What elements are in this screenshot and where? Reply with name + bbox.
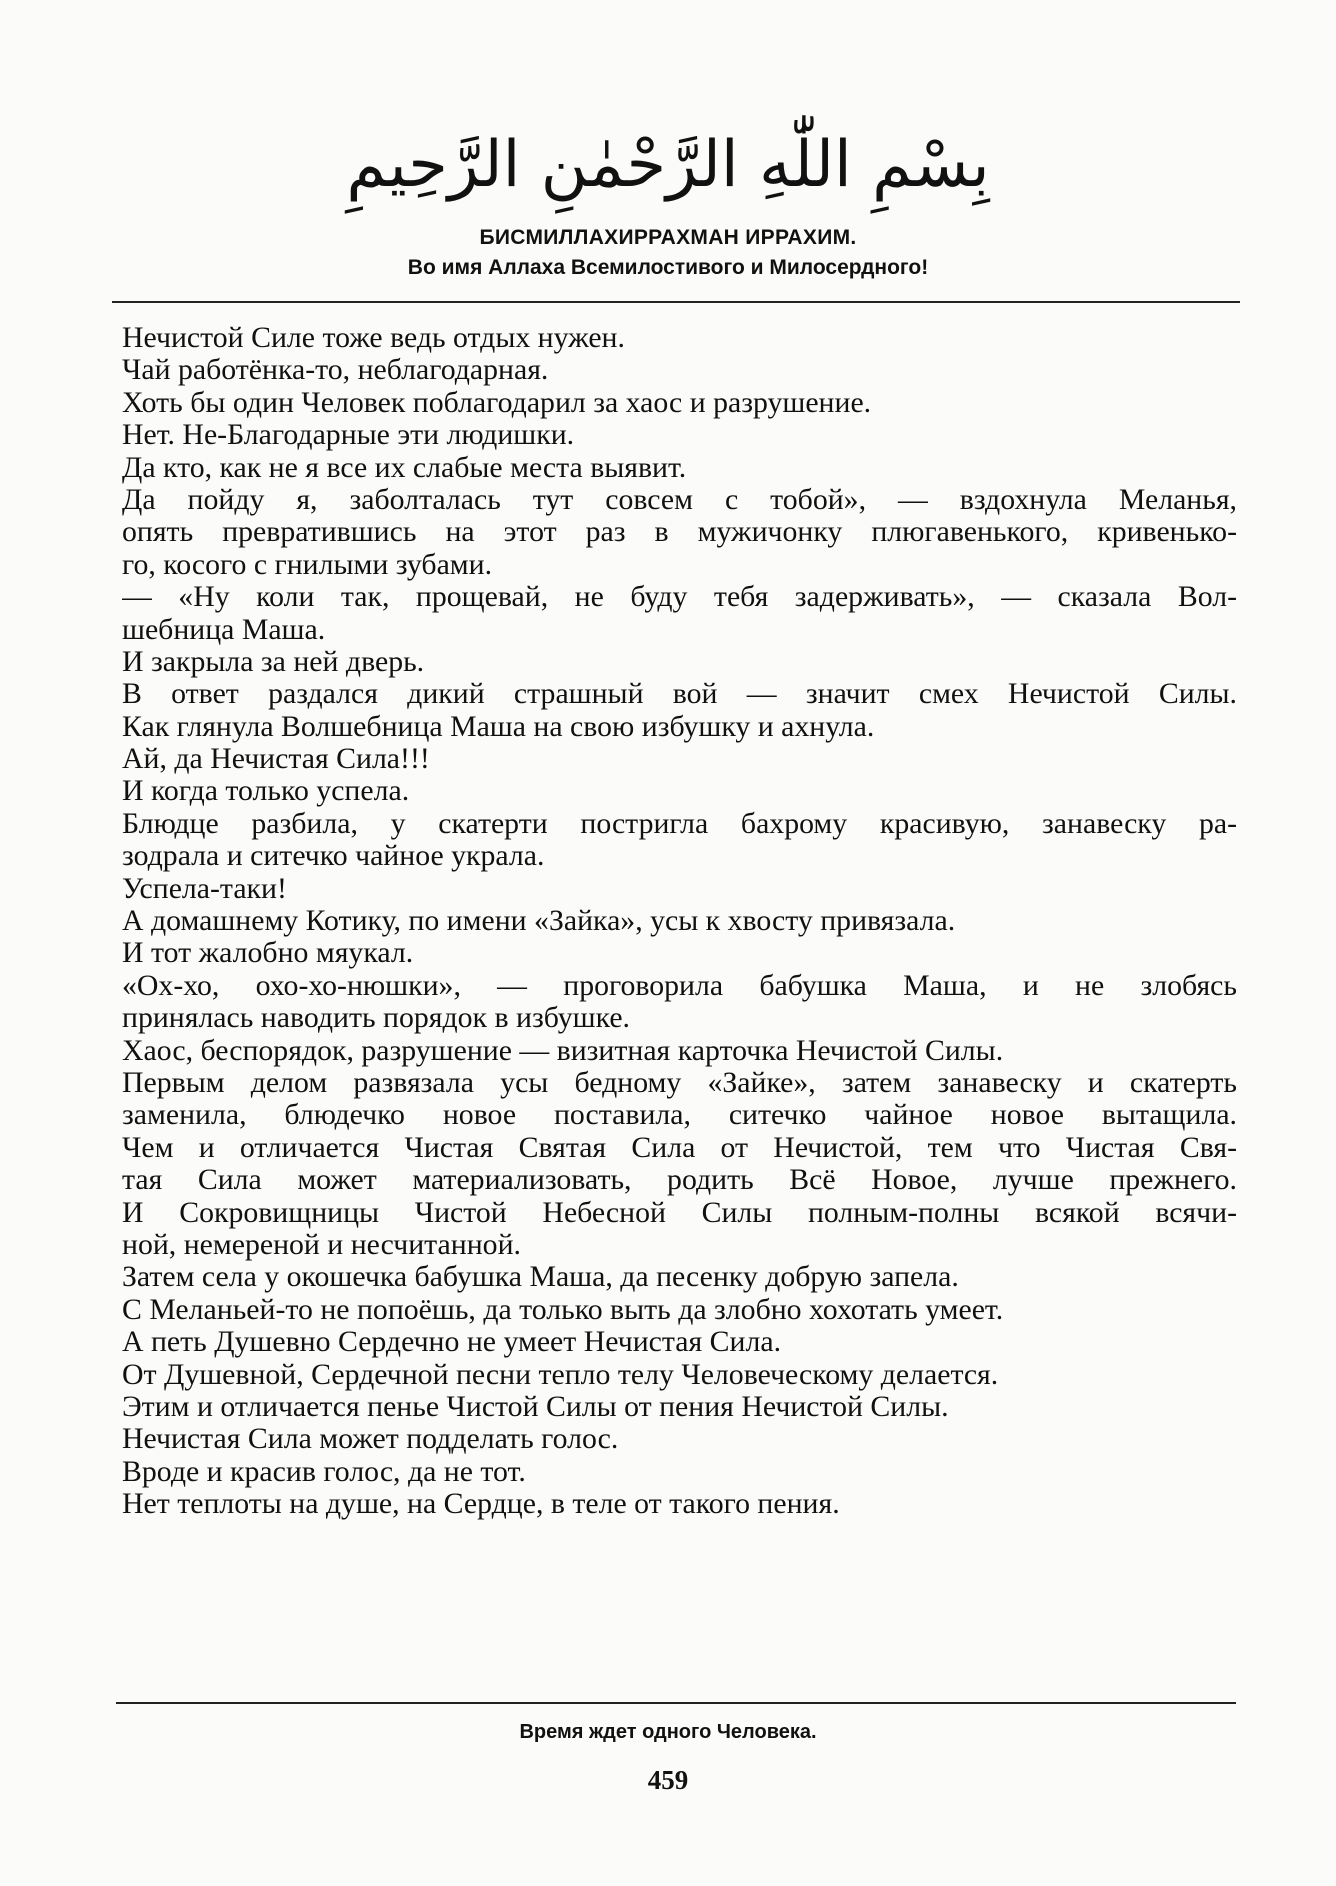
body-text bbox=[122, 322, 1237, 1520]
text-line: С Меланьей-то не попоёшь, да только выть да злобно хохотать умеет. bbox=[122, 1292, 1004, 1326]
text-line: В ответ раздался дикий страшный вой — значит смех Нечистой Силы. bbox=[122, 678, 1237, 711]
text-line: тая Сила может материализовать, родить Всё Новое, лучше прежнего. bbox=[122, 1164, 1237, 1197]
text-line: И когда только успела. bbox=[122, 774, 410, 808]
text-line: Чем и отличается Чистая Святая Сила от Нечистой, тем что Чистая Свя- bbox=[122, 1131, 1237, 1164]
text-line: Да пойду я, заболталась тут совсем с тобой», — вздохнула Меланья, bbox=[122, 483, 1237, 516]
text-line: Вроде и красив голос, да не тот. bbox=[122, 1454, 526, 1488]
text-line: Да кто, как не я все их слабые места выявит. bbox=[122, 450, 687, 484]
text-line: — «Ну коли так, прощевай, не буду тебя задерживать», — сказала Вол- bbox=[122, 581, 1237, 614]
header-title: БИСМИЛЛАХИРРАХМАН ИРРАХИМ. bbox=[479, 226, 857, 249]
footer-tagline: Время ждет одного Человека. bbox=[519, 1721, 817, 1743]
text-line: А домашнему Котику, по имени «Зайка», усы к хвосту привязала. bbox=[122, 904, 956, 938]
text-line: зодрала и ситечко чайное украла. bbox=[122, 839, 545, 873]
text-line: «Ох-хо, охо-хо-нюшки», — проговорила бабушка Маша, и не злобясь bbox=[122, 969, 1237, 1002]
text-line: Затем села у окошечка бабушка Маша, да песенку добрую запела. bbox=[122, 1260, 959, 1294]
text-line: Как глянула Волшебница Маша на свою избушку и ахнула. bbox=[122, 709, 875, 743]
text-line: Нечистой Силе тоже ведь отдых нужен. bbox=[122, 321, 625, 354]
text-line: ной, немереной и несчитанной. bbox=[122, 1227, 521, 1261]
text-line: И тот жалобно мяукал. bbox=[122, 936, 414, 970]
text-line: шебница Маша. bbox=[122, 612, 326, 646]
text-line: И закрыла за ней дверь. bbox=[122, 644, 425, 678]
bismillah-calligraphy: بِسْمِ اللّٰهِ الرَّحْمٰنِ الرَّحِيمِ bbox=[346, 128, 990, 202]
text-line: заменила, блюдечко новое поставила, ситечко чайное новое вытащила. bbox=[122, 1099, 1237, 1132]
text-line: А петь Душевно Сердечно не умеет Нечистая Сила. bbox=[122, 1325, 782, 1359]
text-line: Чай работёнка-то, неблагодарная. bbox=[122, 353, 549, 387]
text-line: Ай, да Нечистая Сила!!! bbox=[122, 742, 430, 776]
text-line: принялась наводить порядок в избушке. bbox=[122, 1001, 630, 1035]
text-line: опять превратившись на этот раз в мужичонку плюгавенького, кривенько- bbox=[122, 516, 1237, 549]
page-number: 459 bbox=[647, 1765, 689, 1795]
text-line: Нет теплоты на душе, на Сердце, в теле от такого пения. bbox=[122, 1487, 840, 1521]
text-line: го, косого с гнилыми зубами. bbox=[122, 547, 493, 581]
text-line: Успела-таки! bbox=[122, 871, 287, 905]
text-line: Этим и отличается пенье Чистой Силы от пения Нечистой Силы. bbox=[122, 1389, 949, 1423]
text-line: От Душевной, Сердечной песни тепло телу Человеческому делается. bbox=[122, 1357, 999, 1391]
text-line: Хоть бы один Человек поблагодарил за хаос и разрушение. bbox=[122, 385, 872, 419]
bottom-divider bbox=[116, 1702, 1236, 1704]
text-line: И Сокровищницы Чистой Небесной Силы полным-полны всякой всячи- bbox=[122, 1196, 1237, 1229]
top-divider bbox=[112, 301, 1240, 303]
header-subtitle: Во имя Аллаха Всемилостивого и Милосердного! bbox=[407, 256, 929, 279]
text-line: Блюдце разбила, у скатерти постригла бахрому красивую, занавеску ра- bbox=[122, 807, 1237, 840]
text-line: Нечистая Сила может подделать голос. bbox=[122, 1422, 619, 1456]
text-line: Нет. Не-Благодарные эти людишки. bbox=[122, 418, 575, 452]
text-line: Первым делом развязала усы бедному «Зайке», затем занавеску и скатерть bbox=[122, 1066, 1237, 1099]
text-line: Хаос, беспорядок, разрушение — визитная карточка Нечистой Силы. bbox=[122, 1033, 1004, 1067]
